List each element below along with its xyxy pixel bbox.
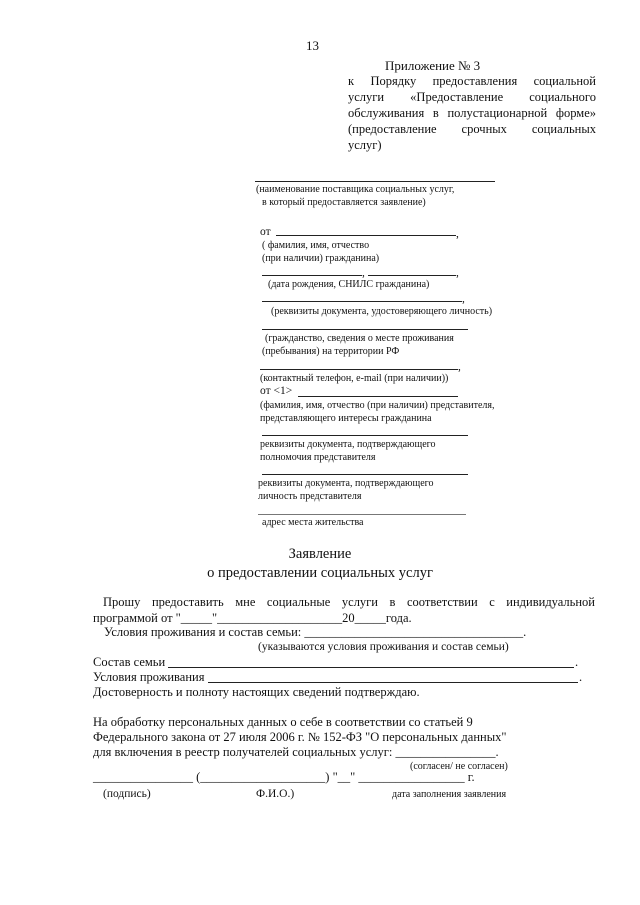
signature-caption: (подпись) (103, 788, 151, 800)
appendix-line: обслуживания в полустационарной форме» (348, 106, 596, 120)
consent-line: На обработку персональных данных о себе в соответствии со статьей 9 (93, 715, 473, 729)
consent-caption: (согласен/ не согласен) (410, 761, 508, 772)
period: . (579, 670, 583, 684)
id-document-field[interactable] (262, 301, 462, 302)
page-number: 13 (306, 38, 319, 53)
request-line: программой от "_____"____________________20_____года. (93, 611, 412, 625)
period: . (575, 655, 579, 669)
request-line: Прошу предоставить мне социальные услуги в соответствии с индивидуальной (103, 595, 595, 609)
citizenship-caption: (гражданство, сведения о месте проживания (265, 333, 454, 344)
signature-row: ________________ (____________________) "__" _________________ г. (93, 770, 475, 784)
representative-name-field[interactable] (298, 396, 458, 397)
living-conditions-label: Условия проживания (93, 670, 205, 684)
family-label: Состав семьи (93, 655, 166, 669)
appendix-reference (348, 73, 596, 153)
statement-title: Заявление (288, 546, 352, 562)
comma: , (458, 361, 461, 373)
birth-date-field[interactable] (262, 275, 362, 276)
authority-caption: реквизиты документа, подтверждающего (260, 439, 436, 450)
citizenship-field[interactable] (262, 329, 468, 330)
statement-subtitle: о предоставлении социальных услуг (207, 565, 433, 581)
comma: , (456, 267, 459, 279)
snils-field[interactable] (368, 275, 456, 276)
appendix-line: (предоставление срочных социальных (348, 122, 596, 136)
provider-caption: в который предоставляется заявление) (262, 197, 426, 208)
appendix-line: услуг) (348, 138, 382, 152)
representative-id-field[interactable] (262, 474, 468, 475)
name-caption: (при наличии) гражданина) (262, 253, 380, 264)
representative-id-caption: реквизиты документа, подтверждающего (258, 478, 434, 489)
citizenship-caption: (пребывания) на территории РФ (262, 346, 400, 357)
appendix-line: услуги «Предоставление социального (348, 90, 596, 104)
representative-caption: (фамилия, имя, отчество (при наличии) представителя, (260, 400, 495, 411)
dob-caption: (дата рождения, СНИЛС гражданина) (268, 279, 430, 290)
appendix-line: к Порядку предоставления социальной (348, 74, 596, 88)
consent-line: Федерального закона от 27 июля 2006 г. № 152-ФЗ "О персональных данных" (93, 730, 507, 744)
contact-field[interactable] (260, 369, 458, 370)
conditions-caption: (указываются условия проживания и состав семьи) (258, 641, 509, 653)
provider-name-field[interactable] (255, 181, 495, 182)
comma: , (362, 267, 365, 279)
address-field[interactable] (258, 514, 466, 515)
representative-id-caption: личность представителя (258, 491, 362, 502)
request-paragraph (93, 594, 595, 626)
name-caption: ( фамилия, имя, отчество (262, 240, 370, 251)
applicant-name-field[interactable] (276, 235, 456, 236)
fio-caption: Ф.И.О.) (256, 788, 295, 800)
comma: , (462, 293, 465, 305)
comma: , (456, 228, 459, 240)
living-conditions-field[interactable] (208, 682, 578, 683)
provider-caption: (наименование поставщика социальных услуг, (256, 184, 455, 195)
date-caption: дата заполнения заявления (392, 789, 507, 800)
consent-line: для включения в реестр получателей социальных услуг: ________________. (93, 745, 499, 759)
appendix-title: Приложение № 3 (385, 58, 481, 73)
family-field[interactable] (168, 667, 574, 668)
id-document-caption: (реквизиты документа, удостоверяющего личность) (271, 306, 493, 317)
from-representative-label: от <1> (260, 385, 293, 397)
authority-document-field[interactable] (262, 435, 468, 436)
confirmation-text: Достоверность и полноту настоящих сведений подтверждаю. (93, 685, 420, 699)
representative-caption: представляющего интересы гражданина (260, 413, 432, 424)
from-label: от (260, 226, 271, 238)
authority-caption: полномочия представителя (260, 452, 376, 463)
contact-caption: (контактный телефон, e-mail (при наличии)) (260, 373, 449, 384)
conditions-label: Условия проживания и состав семьи: ___________________________________. (104, 625, 527, 639)
address-caption: адрес места жительства (262, 517, 364, 528)
